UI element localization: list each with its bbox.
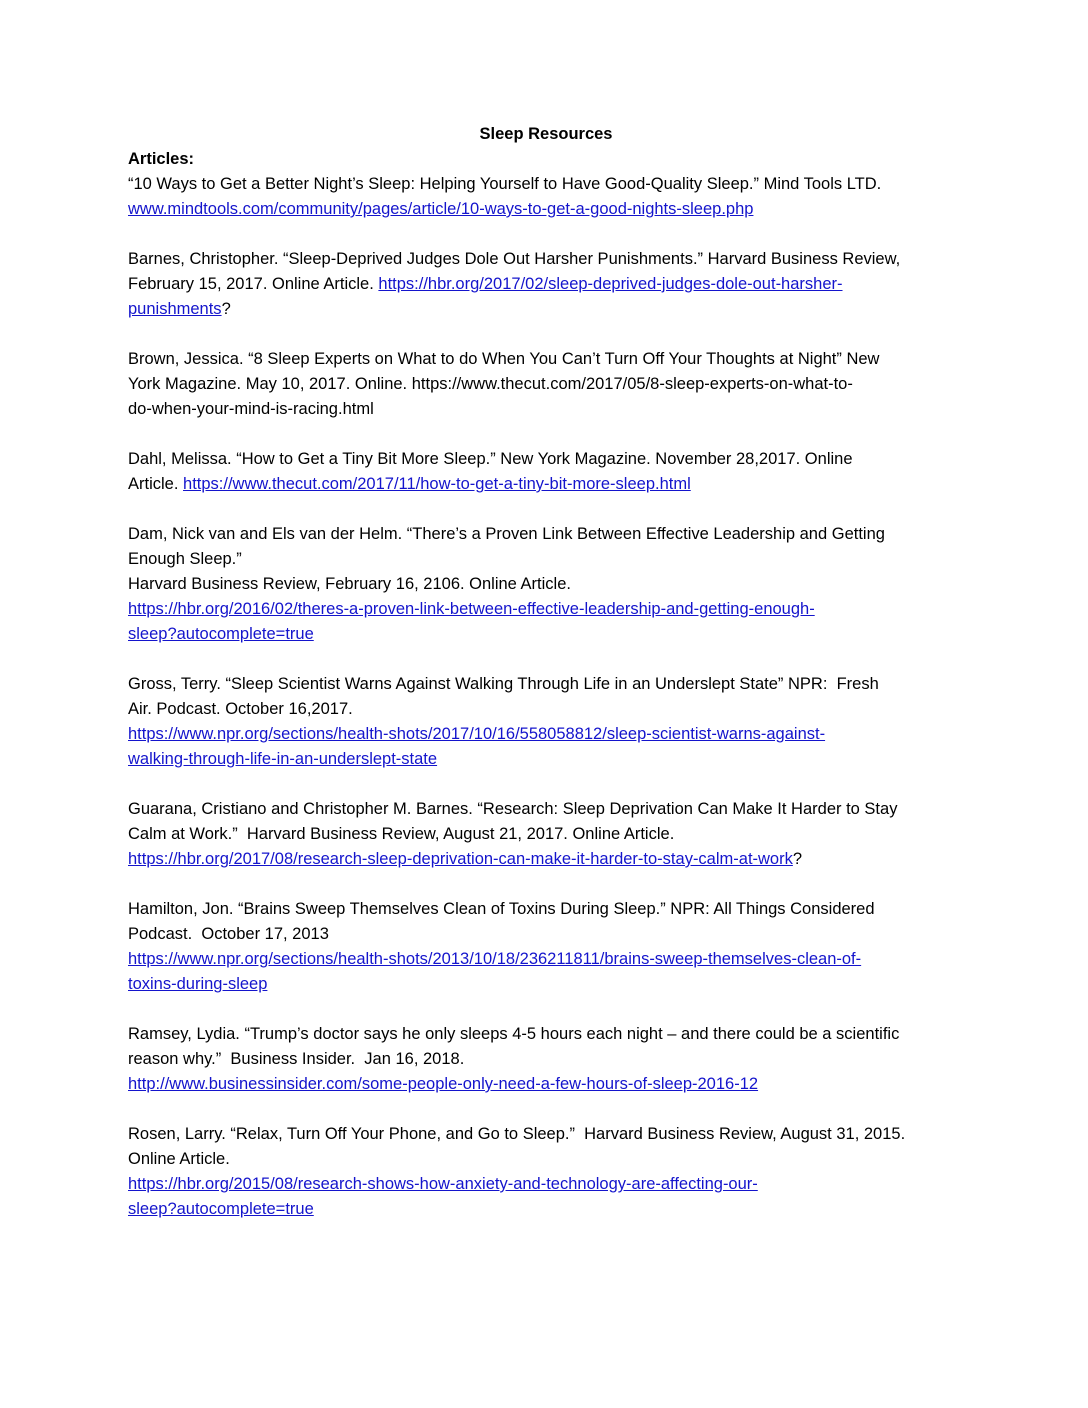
citation-entry [128,1122,964,1222]
citation-list [128,172,964,1222]
citation-link[interactable]: https://www.thecut.com/2017/11/how-to-get-a-tiny-bit-more-sleep.html [183,475,691,493]
citation-entry [128,797,964,872]
citation-text: Calm at Work.” Harvard Business Review, August 21, 2017. Online Article. [128,825,675,843]
citation-text: February 15, 2017. Online Article. [128,275,379,293]
citation-link[interactable]: walking-through-life-in-an-underslept-state [128,750,438,768]
citation-text: Hamilton, Jon. “Brains Sweep Themselves Clean of Toxins During Sleep.” NPR: All Things Considered [128,900,875,918]
citation-entry [128,447,964,497]
citation-entry [128,347,964,422]
citation-text: reason why.” Business Insider. Jan 16, 2018. [128,1050,465,1068]
citation-link[interactable]: https://hbr.org/2017/02/sleep-deprived-judges-dole-out-harsher- [378,275,843,293]
page-title: Sleep Resources [479,125,613,143]
citation-text: Dam, Nick van and Els van der Helm. “There’s a Proven Link Between Effective Leadership and Getting [128,525,885,543]
citation-text: do-when-your-mind-is-racing.html [128,400,374,418]
citation-link[interactable]: http://www.businessinsider.com/some-people-only-need-a-few-hours-of-sleep-2016-12 [128,1075,759,1093]
citation-link[interactable]: https://hbr.org/2015/08/research-shows-how-anxiety-and-technology-are-affecting-our- [128,1175,758,1193]
citation-text: “10 Ways to Get a Better Night’s Sleep: Helping Yourself to Have Good-Quality Sleep.” Mind Tools LTD. [128,175,882,193]
citation-link[interactable]: punishments [128,300,222,318]
citation-text: Dahl, Melissa. “How to Get a Tiny Bit More Sleep.” New York Magazine. November 28,2017. Online [128,450,853,468]
citation-text: Online Article. [128,1150,230,1168]
citation-entry [128,897,964,997]
citation-link[interactable]: https://www.npr.org/sections/health-shots/2013/10/18/236211811/brains-sweep-themselves-clean-of- [128,950,862,968]
citation-link[interactable]: https://hbr.org/2016/02/theres-a-proven-link-between-effective-leadership-and-getting-enough- [128,600,815,618]
citation-text: Podcast. October 17, 2013 [128,925,329,943]
citation-text: Harvard Business Review, February 16, 2106. Online Article. [128,575,571,593]
citation-entry [128,172,964,222]
citation-entry [128,672,964,772]
citation-text: ? [221,300,231,318]
citation-entry [128,1022,964,1097]
citation-text: Guarana, Cristiano and Christopher M. Barnes. “Research: Sleep Deprivation Can Make It Harder to Stay [128,800,898,818]
citation-text: Barnes, Christopher. “Sleep-Deprived Judges Dole Out Harsher Punishments.” Harvard Business Review, [128,250,901,268]
citation-link[interactable]: www.mindtools.com/community/pages/article/10-ways-to-get-a-good-nights-sleep.php [128,200,754,218]
section-label: Articles: [128,150,195,168]
citation-entry [128,522,964,647]
citation-link[interactable]: https://hbr.org/2017/08/research-sleep-deprivation-can-make-it-harder-to-stay-calm-at-work [128,850,793,868]
citation-link[interactable]: sleep?autocomplete=true [128,625,314,643]
citation-text: Enough Sleep.” [128,550,242,568]
citation-text: Air. Podcast. October 16,2017. [128,700,353,718]
citation-text: Rosen, Larry. “Relax, Turn Off Your Phone, and Go to Sleep.” Harvard Business Review, August 31, 2015. [128,1125,906,1143]
citation-text: ? [792,850,803,868]
citation-text: Article. [128,475,184,493]
citation-link[interactable]: https://www.npr.org/sections/health-shots/2017/10/16/558058812/sleep-scientist-warns-against- [128,725,826,743]
citation-text: Gross, Terry. “Sleep Scientist Warns Against Walking Through Life in an Underslept State” NPR: Fresh [128,675,879,693]
citation-link[interactable]: toxins-during-sleep [128,975,268,993]
document-page [128,122,964,1247]
citation-text: Brown, Jessica. “8 Sleep Experts on What to do When You Can’t Turn Off Your Thoughts at Night” New [128,350,880,368]
citation-entry [128,247,964,322]
citation-text: York Magazine. May 10, 2017. Online. https://www.thecut.com/2017/05/8-sleep-experts-on-what-to- [128,375,853,393]
citation-link[interactable]: sleep?autocomplete=true [128,1200,314,1218]
citation-text: Ramsey, Lydia. “Trump’s doctor says he only sleeps 4-5 hours each night – and there could be a scientific [128,1025,900,1043]
